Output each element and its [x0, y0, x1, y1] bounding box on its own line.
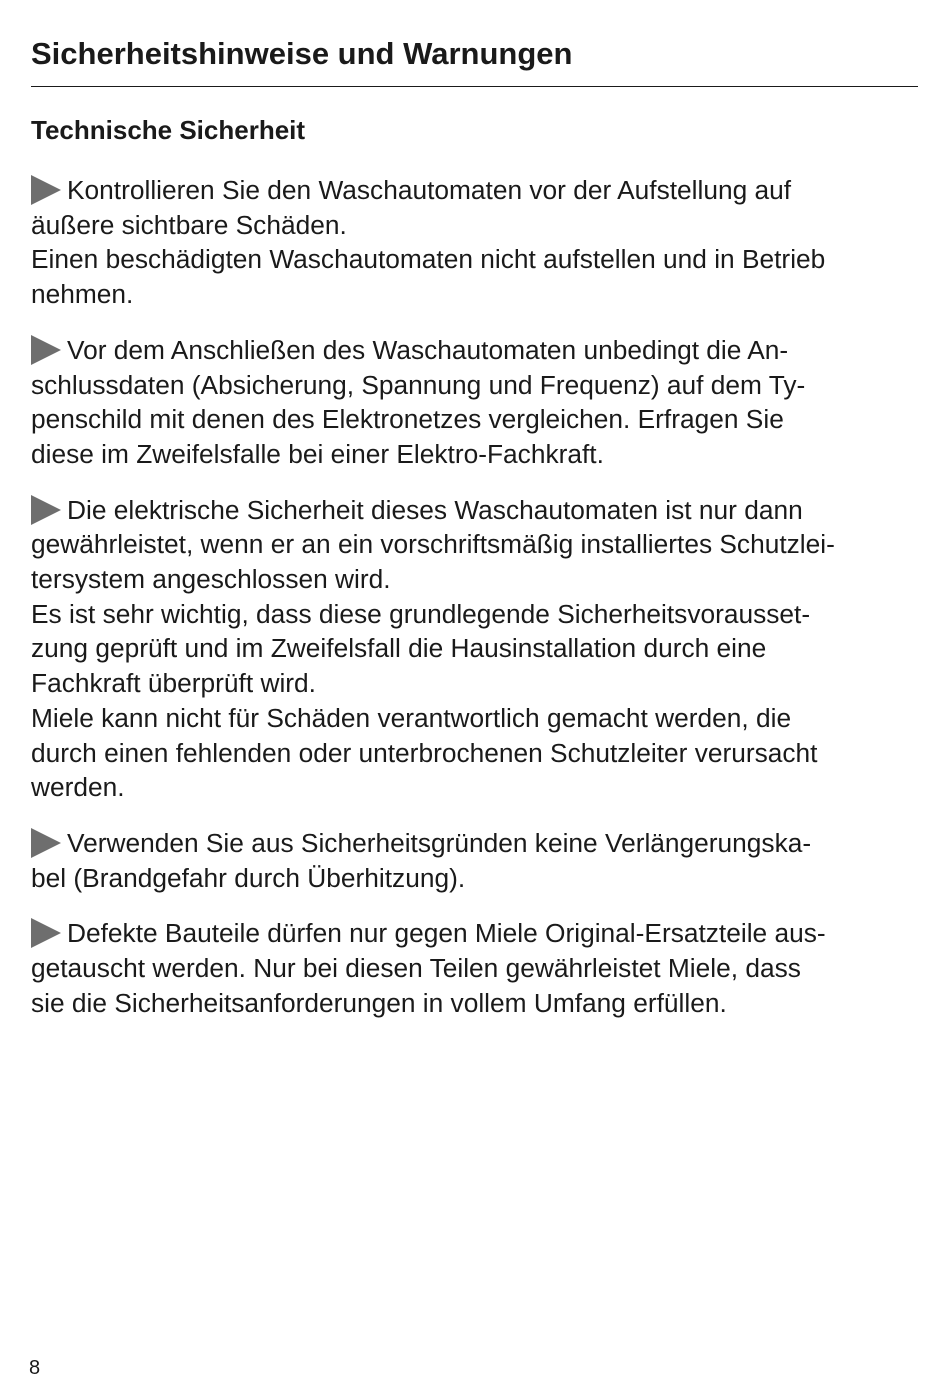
hint-line: schlussdaten (Absicherung, Spannung und Frequenz) auf dem Ty- — [31, 369, 806, 400]
hint-paragraph — [31, 916, 921, 1020]
hint-line: gewährleistet, wenn er an ein vorschriftsmäßig installiertes Schutzlei- — [31, 529, 835, 560]
triangle-arrow-icon — [31, 828, 61, 858]
hint-line: diese im Zweifelsfalle bei einer Elektro-Fachkraft. — [31, 438, 604, 469]
hint-paragraph — [31, 173, 921, 312]
hint-line: nehmen. — [31, 279, 134, 310]
section-title: Technische Sicherheit — [31, 115, 306, 145]
hint-line: durch einen fehlenden oder unterbrochenen Schutzleiter verursacht — [31, 737, 818, 768]
triangle-arrow-icon — [31, 495, 61, 525]
hint-line: Fachkraft überprüft wird. — [31, 668, 316, 699]
hint-line: zung geprüft und im Zweifelsfall die Hausinstallation durch eine — [31, 633, 767, 664]
hint-line: penschild mit denen des Elektronetzes vergleichen. Erfragen Sie — [31, 404, 784, 435]
hint-line — [31, 333, 921, 368]
triangle-arrow-icon — [31, 335, 61, 365]
hint-line: werden. — [31, 772, 125, 803]
hint-paragraph — [31, 493, 921, 805]
triangle-arrow-icon — [31, 175, 61, 205]
page-title: Sicherheitshinweise und Warnungen — [31, 36, 573, 71]
hint-paragraph — [31, 333, 921, 472]
hint-line: sie die Sicherheitsanforderungen in vollem Umfang erfüllen. — [31, 987, 727, 1018]
hint-text: Die elektrische Sicherheit dieses Waschautomaten ist nur dann — [67, 494, 803, 525]
hint-line: bel (Brandgefahr durch Überhitzung). — [31, 862, 466, 893]
hint-line: äußere sichtbare Schäden. — [31, 209, 347, 240]
page-header — [31, 34, 918, 87]
hint-line: Miele kann nicht für Schäden verantwortlich gemacht werden, die — [31, 702, 792, 733]
hint-text: Defekte Bauteile dürfen nur gegen Miele Original-Ersatzteile aus- — [67, 918, 826, 949]
hint-line: tersystem angeschlossen wird. — [31, 564, 391, 595]
hint-paragraph — [31, 826, 921, 895]
hint-line — [31, 826, 921, 861]
safety-hints — [31, 173, 921, 1041]
hint-line: getauscht werden. Nur bei diesen Teilen gewährleistet Miele, dass — [31, 953, 801, 984]
hint-line — [31, 916, 921, 951]
hint-line — [31, 493, 921, 528]
hint-text: Vor dem Anschließen des Waschautomaten unbedingt die An- — [67, 334, 789, 365]
hint-line — [31, 173, 921, 208]
page-number: 8 — [29, 1357, 41, 1379]
hint-line: Einen beschädigten Waschautomaten nicht aufstellen und in Betrieb — [31, 244, 826, 275]
hint-text: Verwenden Sie aus Sicherheitsgründen keine Verlängerungska- — [67, 827, 812, 858]
triangle-arrow-icon — [31, 918, 61, 948]
hint-text: Kontrollieren Sie den Waschautomaten vor der Aufstellung auf — [67, 175, 792, 205]
hint-line: Es ist sehr wichtig, dass diese grundlegende Sicherheitsvorausset- — [31, 598, 811, 629]
